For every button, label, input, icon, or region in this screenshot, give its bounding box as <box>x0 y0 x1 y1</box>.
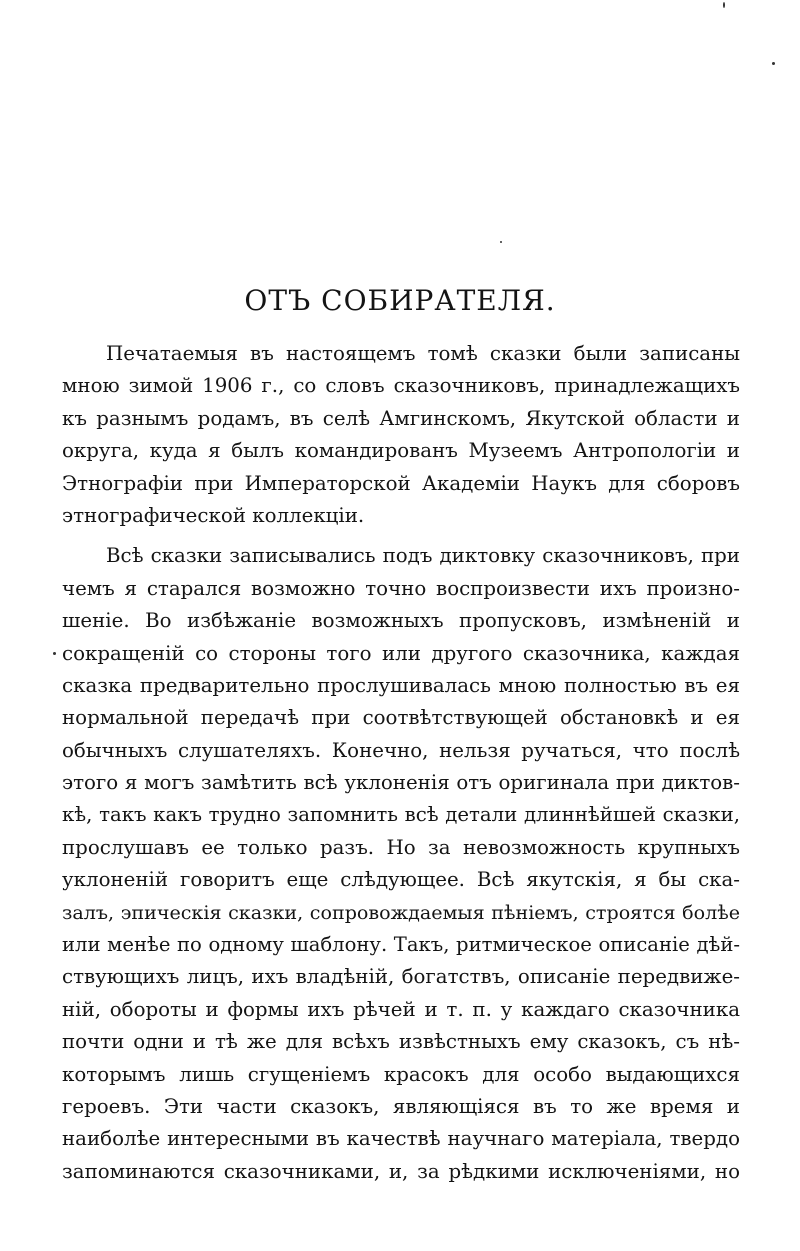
text-line: сокращеній со стороны того или другого сказочника, каждая <box>62 641 740 665</box>
print-speck <box>53 652 56 655</box>
text-line: Этнографіи при Императорской Академіи Наукъ для сборовъ <box>62 471 740 495</box>
text-line: мною зимой 1906 г., со словъ сказочниковъ, принадлежащихъ <box>62 374 740 398</box>
text-line: этнографической коллекціи. <box>62 503 365 527</box>
text-line: прослушавъ ее только разъ. Но за невозможность крупныхъ <box>62 835 740 859</box>
text-line: почти одни и тѣ же для всѣхъ извѣстныхъ ему сказокъ, съ нѣ- <box>62 1030 740 1054</box>
print-speck <box>723 2 725 8</box>
text-line: или менѣе по одному шаблону. Такъ, ритмическое описаніе дѣй- <box>62 933 740 957</box>
print-speck <box>500 241 502 243</box>
text-line: округа, куда я былъ командированъ Музеемъ Антропологіи и <box>62 439 740 463</box>
text-line: кѣ, такъ какъ трудно запомнить всѣ детали длиннѣйшей сказки, <box>62 803 740 827</box>
text-line: обычныхъ слушателяхъ. Конечно, нельзя ручаться, что послѣ <box>62 738 740 762</box>
text-line: наиболѣе интересными въ качествѣ научнаго матеріала, твердо <box>62 1127 740 1151</box>
page-title: ОТЪ СОБИРАТЕЛЯ. <box>244 284 556 317</box>
body-text <box>62 338 740 1188</box>
text-line: сказка предварительно прослушивалась мною полностью въ ея <box>62 673 740 697</box>
text-line: къ разнымъ родамъ, въ селѣ Амгинскомъ, Якутской области и <box>62 406 740 430</box>
paragraph-gap <box>62 532 740 540</box>
text-line: ній, обороты и формы ихъ рѣчей и т. п. у каждаго сказочника <box>62 997 740 1021</box>
text-line: Всѣ сказки записывались подъ диктовку сказочниковъ, при <box>106 544 740 568</box>
text-line: чемъ я старался возможно точно воспроизвести ихъ произно- <box>62 576 740 600</box>
text-line: залъ, эпическія сказки, сопровождаемыя пѣніемъ, строятся болѣе <box>62 900 740 924</box>
text-line: которымъ лишь сгущеніемъ красокъ для особо выдающихся <box>62 1062 740 1086</box>
text-line: героевъ. Эти части сказокъ, являющіяся въ то же время и <box>62 1094 740 1118</box>
text-line: ствующихъ лицъ, ихъ владѣній, богатствъ, описаніе передвиже- <box>62 965 740 989</box>
print-speck <box>772 62 775 65</box>
text-line: нормальной передачѣ при соотвѣтствующей обстановкѣ и ея <box>62 706 740 730</box>
text-line: этого я могъ замѣтить всѣ уклоненія отъ оригинала при диктов- <box>62 771 740 795</box>
text-line: шеніе. Во избѣжаніе возможныхъ пропусковъ, измѣненій и <box>62 609 740 633</box>
text-line: уклоненій говоритъ еще слѣдующее. Всѣ якутскія, я бы ска- <box>62 868 740 892</box>
text-line: Печатаемыя въ настоящемъ томѣ сказки были записаны <box>106 342 740 365</box>
text-line: запоминаются сказочниками, и, за рѣдкими исключеніями, но <box>62 1159 740 1183</box>
